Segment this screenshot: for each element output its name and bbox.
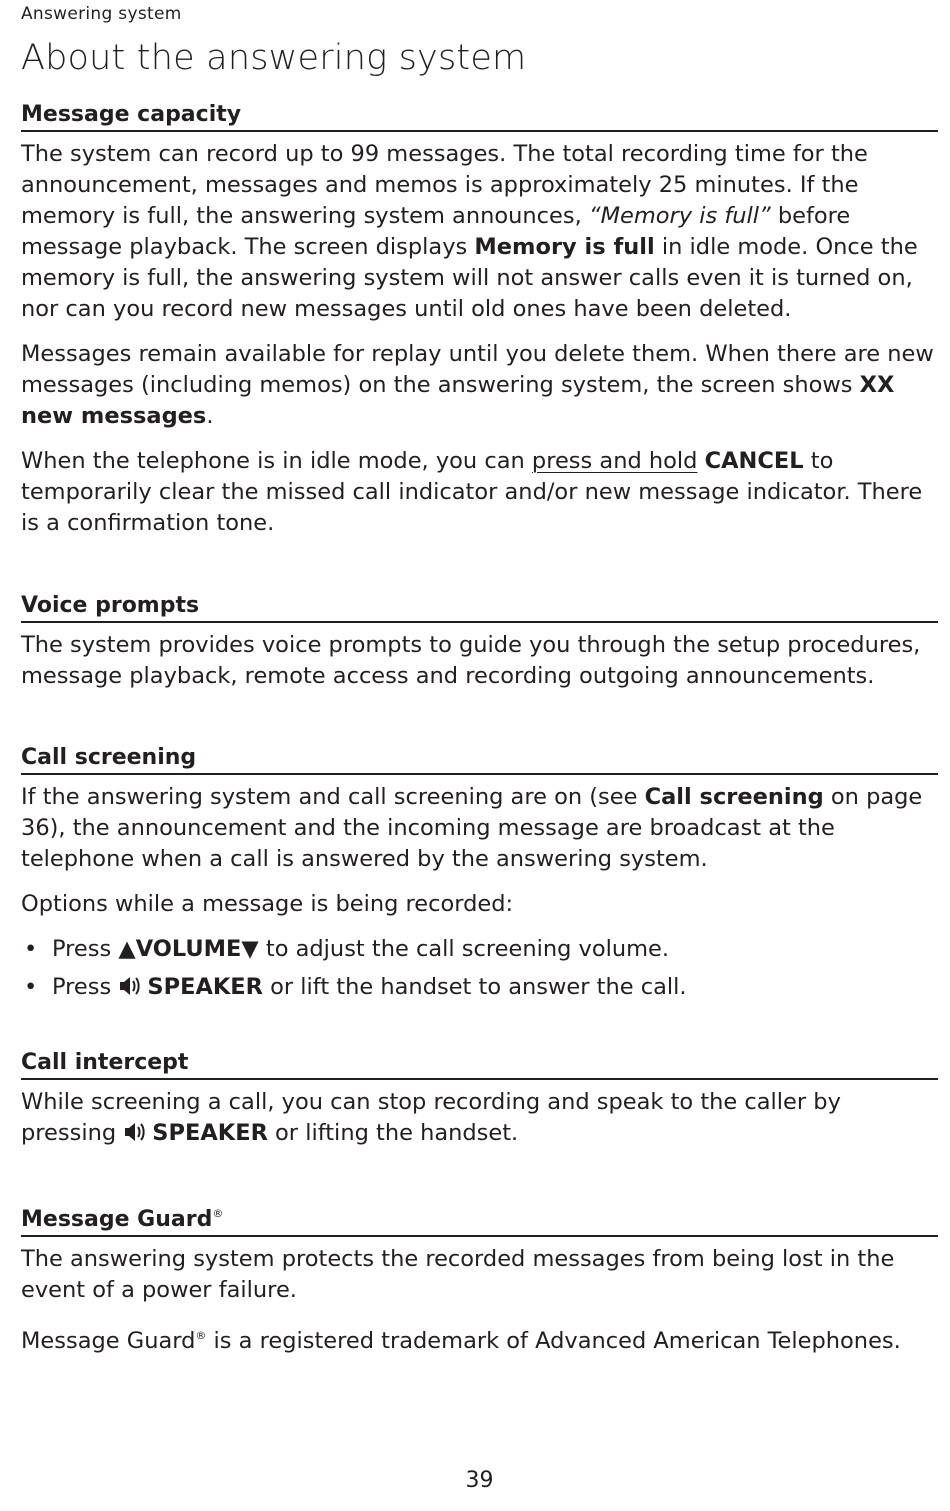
page-title: About the answering system: [21, 38, 527, 78]
text: to temporarily clear the missed call indicator and/or new message indicator. There is a confirmation tone.: [21, 448, 923, 536]
bullet: •: [24, 936, 38, 962]
speaker-icon: [123, 1121, 147, 1152]
key-label-speaker: SPEAKER: [152, 1120, 268, 1146]
paragraph-options: Options while a message is being recorded:: [21, 891, 514, 917]
section-heading-call-screening: Call screening: [21, 744, 938, 775]
text: Press: [52, 974, 119, 1000]
text: Message Guard: [21, 1328, 196, 1354]
up-arrow-icon: ▲: [118, 936, 136, 962]
text: or lift the handset to answer the call.: [262, 974, 687, 1000]
down-arrow-icon: ▼: [241, 936, 259, 962]
list-item: [21, 934, 938, 965]
paragraph-trademark: [21, 1320, 938, 1357]
quoted-announcement: “Memory is full”: [588, 203, 771, 229]
key-label-speaker: SPEAKER: [147, 974, 263, 1000]
section-call-screening: [21, 744, 938, 1013]
text: is a registered trademark of Advanced American Telephones.: [206, 1328, 901, 1354]
press-and-hold-underlined: press and hold: [531, 448, 698, 474]
section-message-capacity: [21, 101, 938, 553]
section-call-intercept: [21, 1049, 938, 1166]
text: Press: [52, 936, 119, 962]
paragraph-cancel: [21, 446, 938, 539]
key-cancel: CANCEL: [704, 448, 804, 474]
paragraph-call-screening: [21, 782, 938, 875]
paragraph-voice-prompts: The system provides voice prompts to guide you through the setup procedures, message playback, remote access and recording outgoing announcements.: [21, 632, 921, 689]
bullet: •: [24, 974, 38, 1000]
section-heading-call-intercept: Call intercept: [21, 1049, 938, 1080]
text: on page 36), the announcement and the incoming message are broadcast at the telephone when a call is answered by the answering system.: [21, 784, 923, 872]
running-head: Answering system: [21, 4, 182, 24]
screen-text-memory-full: Memory is full: [474, 234, 655, 260]
section-heading-message-guard: [21, 1200, 938, 1237]
list-item: [21, 972, 938, 1006]
cross-reference-call-screening: Call screening: [644, 784, 824, 810]
text: [697, 448, 704, 474]
text: .: [206, 403, 214, 429]
text: Messages remain available for replay until you delete them. When there are new messages (including memos) on the answering system, the screen shows: [21, 341, 934, 398]
text: or lifting the handset.: [267, 1120, 519, 1146]
heading-text: Message Guard: [21, 1207, 213, 1232]
paragraph-capacity: [21, 139, 938, 325]
text: before message playback. The screen displays: [21, 203, 851, 260]
text: to adjust the call screening volume.: [258, 936, 670, 962]
section-message-guard: [21, 1200, 938, 1371]
section-heading-message-capacity: Message capacity: [21, 101, 938, 132]
text: The system can record up to 99 messages. The total recording time for the announcement, messages and memos is approximately 25 minutes. If the memory is full, the answering system announces,: [21, 141, 868, 229]
text: When the telephone is in idle mode, you can: [21, 448, 532, 474]
screen-text-new-messages: XX new messages: [21, 372, 895, 429]
paragraph-replay: [21, 339, 938, 432]
key-label-volume: VOLUME: [135, 936, 242, 962]
section-voice-prompts: [21, 592, 938, 706]
page-number: 39: [465, 1468, 494, 1493]
speaker-icon: [118, 975, 142, 1006]
options-list: [21, 934, 938, 1006]
paragraph-message-guard: The answering system protects the recorded messages from being lost in the event of a power failure.: [21, 1246, 895, 1303]
volume-key: [118, 936, 258, 962]
section-heading-voice-prompts: Voice prompts: [21, 592, 938, 623]
paragraph-call-intercept: [21, 1087, 938, 1152]
text: If the answering system and call screening are on (see: [21, 784, 645, 810]
text: While screening a call, you can stop recording and speak to the caller by pressing: [21, 1089, 841, 1146]
registered-mark: ®: [195, 1329, 207, 1342]
registered-mark: ®: [212, 1207, 224, 1220]
text: in idle mode. Once the memory is full, the answering system will not answer calls even it is turned on, nor can you record new messages until old ones have been deleted.: [21, 234, 918, 322]
